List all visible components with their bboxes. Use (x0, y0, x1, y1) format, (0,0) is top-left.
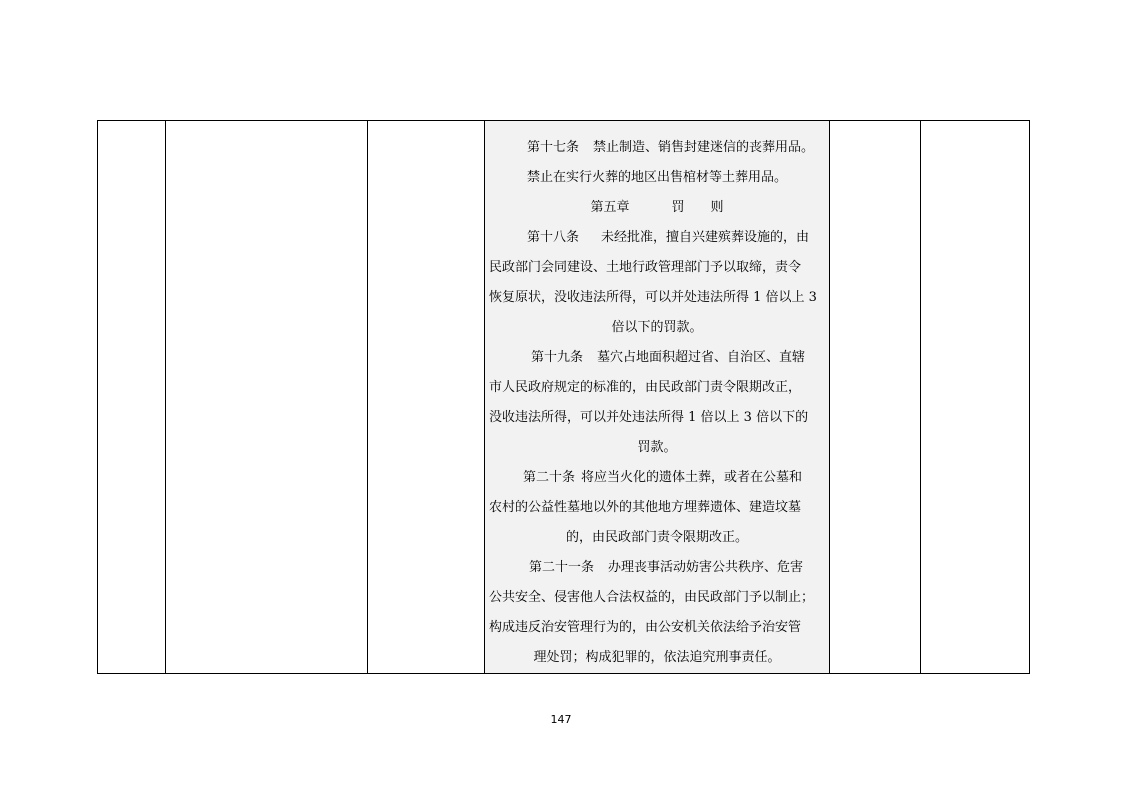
article-19-line-3 (485, 403, 829, 433)
table-cell-col6 (921, 121, 1030, 674)
article-18-line-2-text: 民政部门会同建设、土地行政管理部门予以取缔，责令 (489, 260, 802, 275)
article-18-line-4-text: 倍以下的罚款。 (611, 320, 703, 335)
table-cell-col5 (830, 121, 921, 674)
table-cell-content (485, 121, 830, 674)
article-18-line-4 (485, 313, 829, 343)
article-20-line-3-text: 的，由民政部门责令限期改正。 (565, 530, 748, 545)
table-cell-col1 (98, 121, 166, 674)
article-18-line-1 (485, 223, 829, 253)
article-18-line-2 (485, 253, 829, 283)
article-21-line-2-text: 公共安全、侵害他人合法权益的，由民政部门予以制止； (489, 590, 815, 605)
article-19-line-4-text: 罚款。 (637, 440, 677, 455)
table-cell-col3 (368, 121, 485, 674)
article-21-line-3-text: 构成违反治安管理行为的，由公安机关依法给予治安管 (489, 620, 802, 635)
article-17-heading: 第十七条 (527, 140, 580, 155)
article-19-line-1 (485, 343, 829, 373)
article-19-line-2-text: 市人民政府规定的标准的，由民政部门责令限期改正， (489, 380, 802, 395)
article-20-line-2 (485, 493, 829, 523)
page-number: 147 (550, 713, 572, 726)
article-21-line-4-text: 理处罚；构成犯罪的，依法追究刑事责任。 (533, 650, 781, 665)
article-19-line-2 (485, 373, 829, 403)
article-18-line-3-text: 恢复原状，没收违法所得，可以并处违法所得 1 倍以上 3 (489, 290, 817, 305)
article-18-heading: 第十八条 (527, 230, 580, 245)
article-19-line-4 (485, 433, 829, 463)
article-18-line-1-text: 未经批准，擅自兴建殡葬设施的，由 (601, 230, 810, 245)
article-20-line-1 (485, 463, 829, 493)
article-19-line-3-text: 没收违法所得，可以并处违法所得 1 倍以上 3 倍以下的 (489, 410, 809, 425)
article-19-line-1-text: 墓穴占地面积超过省、自治区、直辖 (597, 350, 806, 365)
chapter-title: 罚 则 (671, 200, 724, 215)
article-19-heading: 第十九条 (531, 350, 584, 365)
article-18-line-3 (485, 283, 829, 313)
article-20-line-3 (485, 523, 829, 553)
article-20-line-2-text: 农村的公益性墓地以外的其他地方埋葬遗体、建造坟墓 (489, 500, 802, 515)
chapter-heading (485, 193, 829, 223)
article-20-heading: 第二十条 (523, 470, 576, 485)
regulation-table (97, 120, 1030, 674)
article-17-line-2-text: 禁止在实行火葬的地区出售棺材等土葬用品。 (526, 170, 787, 185)
article-21-line-2 (485, 583, 829, 613)
article-21-heading: 第二十一条 (529, 560, 595, 575)
article-20-line-1-text: 将应当火化的遗体土葬，或者在公墓和 (581, 470, 803, 485)
article-21-line-1-text: 办理丧事活动妨害公共秩序、危害 (608, 560, 804, 575)
article-17-line-2 (485, 163, 829, 193)
regulation-text (485, 121, 829, 673)
chapter-number: 第五章 (590, 200, 630, 215)
table-cell-col2 (166, 121, 368, 674)
article-21-line-4 (485, 643, 829, 673)
article-17-text: 禁止制造、销售封建迷信的丧葬用品。 (593, 140, 815, 155)
article-21-line-3 (485, 613, 829, 643)
table-row (98, 121, 1030, 674)
article-21-line-1 (485, 553, 829, 583)
article-17-line-1 (485, 133, 829, 163)
